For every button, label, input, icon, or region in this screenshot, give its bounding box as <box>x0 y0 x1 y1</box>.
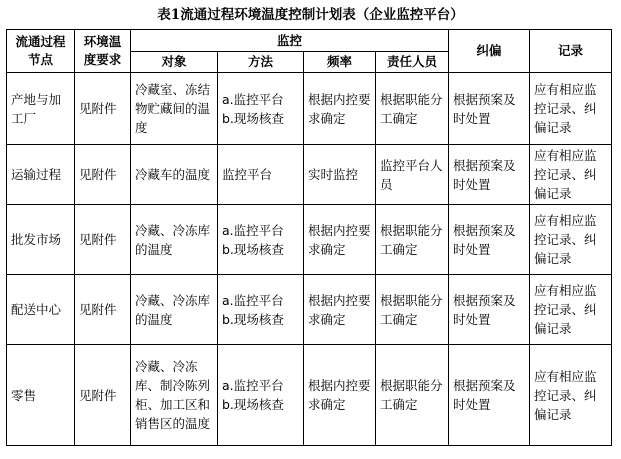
cell-method: a.监控平台 b.现场核查 <box>218 205 304 275</box>
cell-node: 产地与加工厂 <box>7 73 75 145</box>
header-record: 记录 <box>530 30 612 73</box>
header-frequency: 频率 <box>304 52 376 73</box>
header-correction: 纠偏 <box>449 30 530 73</box>
cell-node: 运输过程 <box>7 145 75 205</box>
cell-node: 配送中心 <box>7 275 75 345</box>
temperature-control-table <box>6 29 612 446</box>
cell-record: 应有相应监控记录、纠偏记录 <box>530 205 612 275</box>
cell-env-req: 见附件 <box>75 73 131 145</box>
table-row <box>7 205 612 275</box>
cell-record: 应有相应监控记录、纠偏记录 <box>530 275 612 345</box>
cell-frequency: 根据内控要求确定 <box>304 205 376 275</box>
header-responsible: 责任人员 <box>376 52 449 73</box>
cell-node: 零售 <box>7 345 75 446</box>
cell-responsible: 根据职能分工确定 <box>376 345 449 446</box>
cell-correction: 根据预案及时处置 <box>449 145 530 205</box>
cell-method: a.监控平台 b.现场核查 <box>218 73 304 145</box>
header-env-req: 环境温度要求 <box>75 30 131 73</box>
cell-method: a.监控平台 b.现场核查 <box>218 345 304 446</box>
cell-object: 冷藏、冷冻库的温度 <box>131 275 218 345</box>
header-row-1 <box>7 30 612 52</box>
header-node: 流通过程节点 <box>7 30 75 73</box>
cell-correction: 根据预案及时处置 <box>449 275 530 345</box>
table-row <box>7 145 612 205</box>
cell-record: 应有相应监控记录、纠偏记录 <box>530 145 612 205</box>
cell-frequency: 实时监控 <box>304 145 376 205</box>
header-object: 对象 <box>131 52 218 73</box>
cell-frequency: 根据内控要求确定 <box>304 73 376 145</box>
cell-node: 批发市场 <box>7 205 75 275</box>
cell-responsible: 根据职能分工确定 <box>376 275 449 345</box>
cell-object: 冷藏、冷冻库的温度 <box>131 205 218 275</box>
cell-frequency: 根据内控要求确定 <box>304 345 376 446</box>
cell-correction: 根据预案及时处置 <box>449 205 530 275</box>
cell-correction: 根据预案及时处置 <box>449 73 530 145</box>
cell-env-req: 见附件 <box>75 145 131 205</box>
cell-record: 应有相应监控记录、纠偏记录 <box>530 345 612 446</box>
cell-method: a.监控平台 b.现场核查 <box>218 275 304 345</box>
table-row <box>7 345 612 446</box>
cell-method: 监控平台 <box>218 145 304 205</box>
cell-object: 冷藏车的温度 <box>131 145 218 205</box>
header-method: 方法 <box>218 52 304 73</box>
cell-responsible: 监控平台人员 <box>376 145 449 205</box>
table-row <box>7 275 612 345</box>
cell-responsible: 根据职能分工确定 <box>376 205 449 275</box>
cell-correction: 根据预案及时处置 <box>449 345 530 446</box>
cell-responsible: 根据职能分工确定 <box>376 73 449 145</box>
cell-object: 冷藏、冷冻库、制冷陈列柜、加工区和销售区的温度 <box>131 345 218 446</box>
cell-record: 应有相应监控记录、纠偏记录 <box>530 73 612 145</box>
table-title: 表1流通过程环境温度控制计划表（企业监控平台） <box>157 7 464 23</box>
cell-env-req: 见附件 <box>75 275 131 345</box>
cell-object: 冷藏室、冻结物贮藏间的温度 <box>131 73 218 145</box>
table-row <box>7 73 612 145</box>
cell-frequency: 根据内控要求确定 <box>304 275 376 345</box>
cell-env-req: 见附件 <box>75 345 131 446</box>
header-monitor: 监控 <box>131 30 449 52</box>
cell-env-req: 见附件 <box>75 205 131 275</box>
